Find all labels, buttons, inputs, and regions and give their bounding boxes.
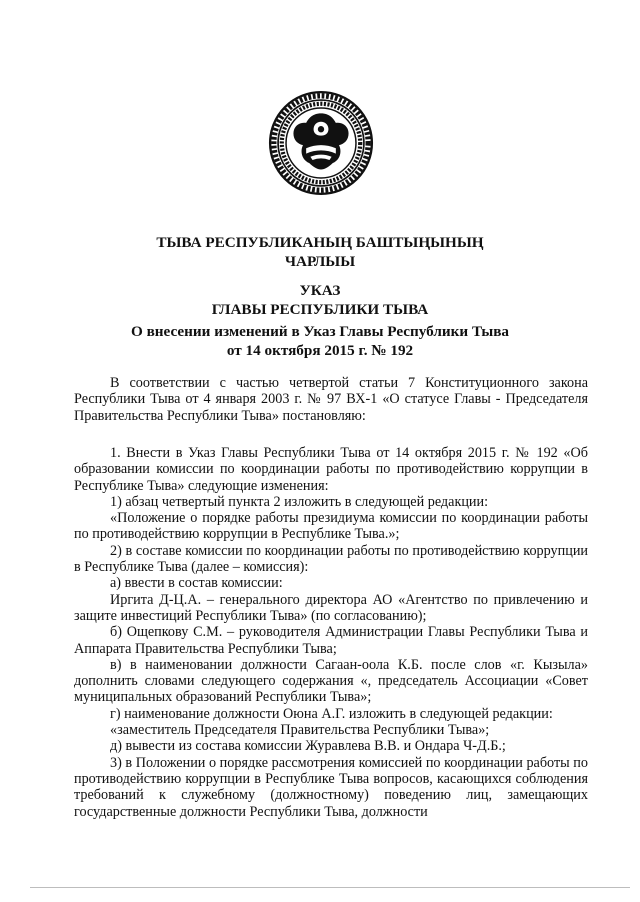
- paragraph: 3) в Положении о порядке рассмотрения комиссией по координации работы по противодействию коррупции в Республике Тыва вопросов, касающихся соблюдения требований к служебному (должностному) поведению лиц, замещающих государственные должности Республики Тыва, должности: [74, 754, 588, 820]
- republic-title-line-1: ТЫВА РЕСПУБЛИКАНЫҢ БАШТЫҢЫНЫҢ: [156, 234, 484, 251]
- paragraph: а) ввести в состав комиссии:: [110, 575, 283, 592]
- paragraph: Иргита Д-Ц.А. – генерального директора АО «Агентство по привлечению и защите инвестиций Республики Тыва» (по согласованию);: [74, 591, 588, 624]
- paragraph: 1) абзац четвертый пункта 2 изложить в следующей редакции:: [110, 493, 489, 510]
- paragraph: г) наименование должности Оюна А.Г. изложить в следующей редакции:: [110, 705, 553, 722]
- republic-emblem-icon: [268, 90, 374, 196]
- paragraph: 2) в составе комиссии по координации работы по противодействию коррупции в Республике Тыва (далее – комиссия):: [74, 542, 588, 576]
- republic-title-line-2: ЧАРЛЫЫ: [284, 253, 356, 270]
- paragraph: д) вывести из состава комиссии Журавлева В.В. и Ондара Ч-Д.Б.;: [110, 738, 506, 755]
- paragraph: «Положение о порядке работы президиума комиссии по координации работы по противодействию коррупции в Республике Тыва.»;: [74, 510, 588, 543]
- paragraph: б) Ощепкову С.М. – руководителя Администрации Главы Республики Тыва и Аппарата Правительства Республики Тыва;: [74, 624, 588, 657]
- preamble-paragraph: В соответствии с частью четвертой статьи 7 Конституционного закона Республики Тыва от 4 января 2003 г. № 97 ВХ-1 «О статусе Главы - Председателя Правительства Республики Тыва» постановляю:: [74, 375, 588, 424]
- decree-title: [60, 281, 580, 319]
- paragraph: «заместитель Председателя Правительства Республики Тыва»;: [110, 722, 490, 739]
- preamble-block: [74, 375, 588, 424]
- decree-authority: ГЛАВЫ РЕСПУБЛИКИ ТЫВА: [211, 301, 429, 318]
- paragraph: 1. Внести в Указ Главы Республики Тыва от 14 октября 2015 г. № 192 «Об образовании комиссии по координации работы по противодействию коррупции в Республике Тыва» следующие изменения:: [74, 445, 588, 494]
- decree-subject-line-1: О внесении изменений в Указ Главы Республики Тыва: [130, 323, 509, 340]
- amendments-block: [74, 445, 588, 820]
- decree-subject: [60, 322, 580, 360]
- decree-word: УКАЗ: [299, 282, 341, 299]
- page-bottom-rule: [30, 887, 630, 888]
- decree-subject-line-2: от 14 октября 2015 г. № 192: [226, 342, 414, 359]
- paragraph: в) в наименовании должности Сагаан-оола К.Б. после слов «г. Кызыла» дополнить словами следующего содержания «, председатель Ассоциации «Совет муниципальных образований Республики Тыва»;: [74, 656, 588, 706]
- republic-title: [60, 233, 580, 271]
